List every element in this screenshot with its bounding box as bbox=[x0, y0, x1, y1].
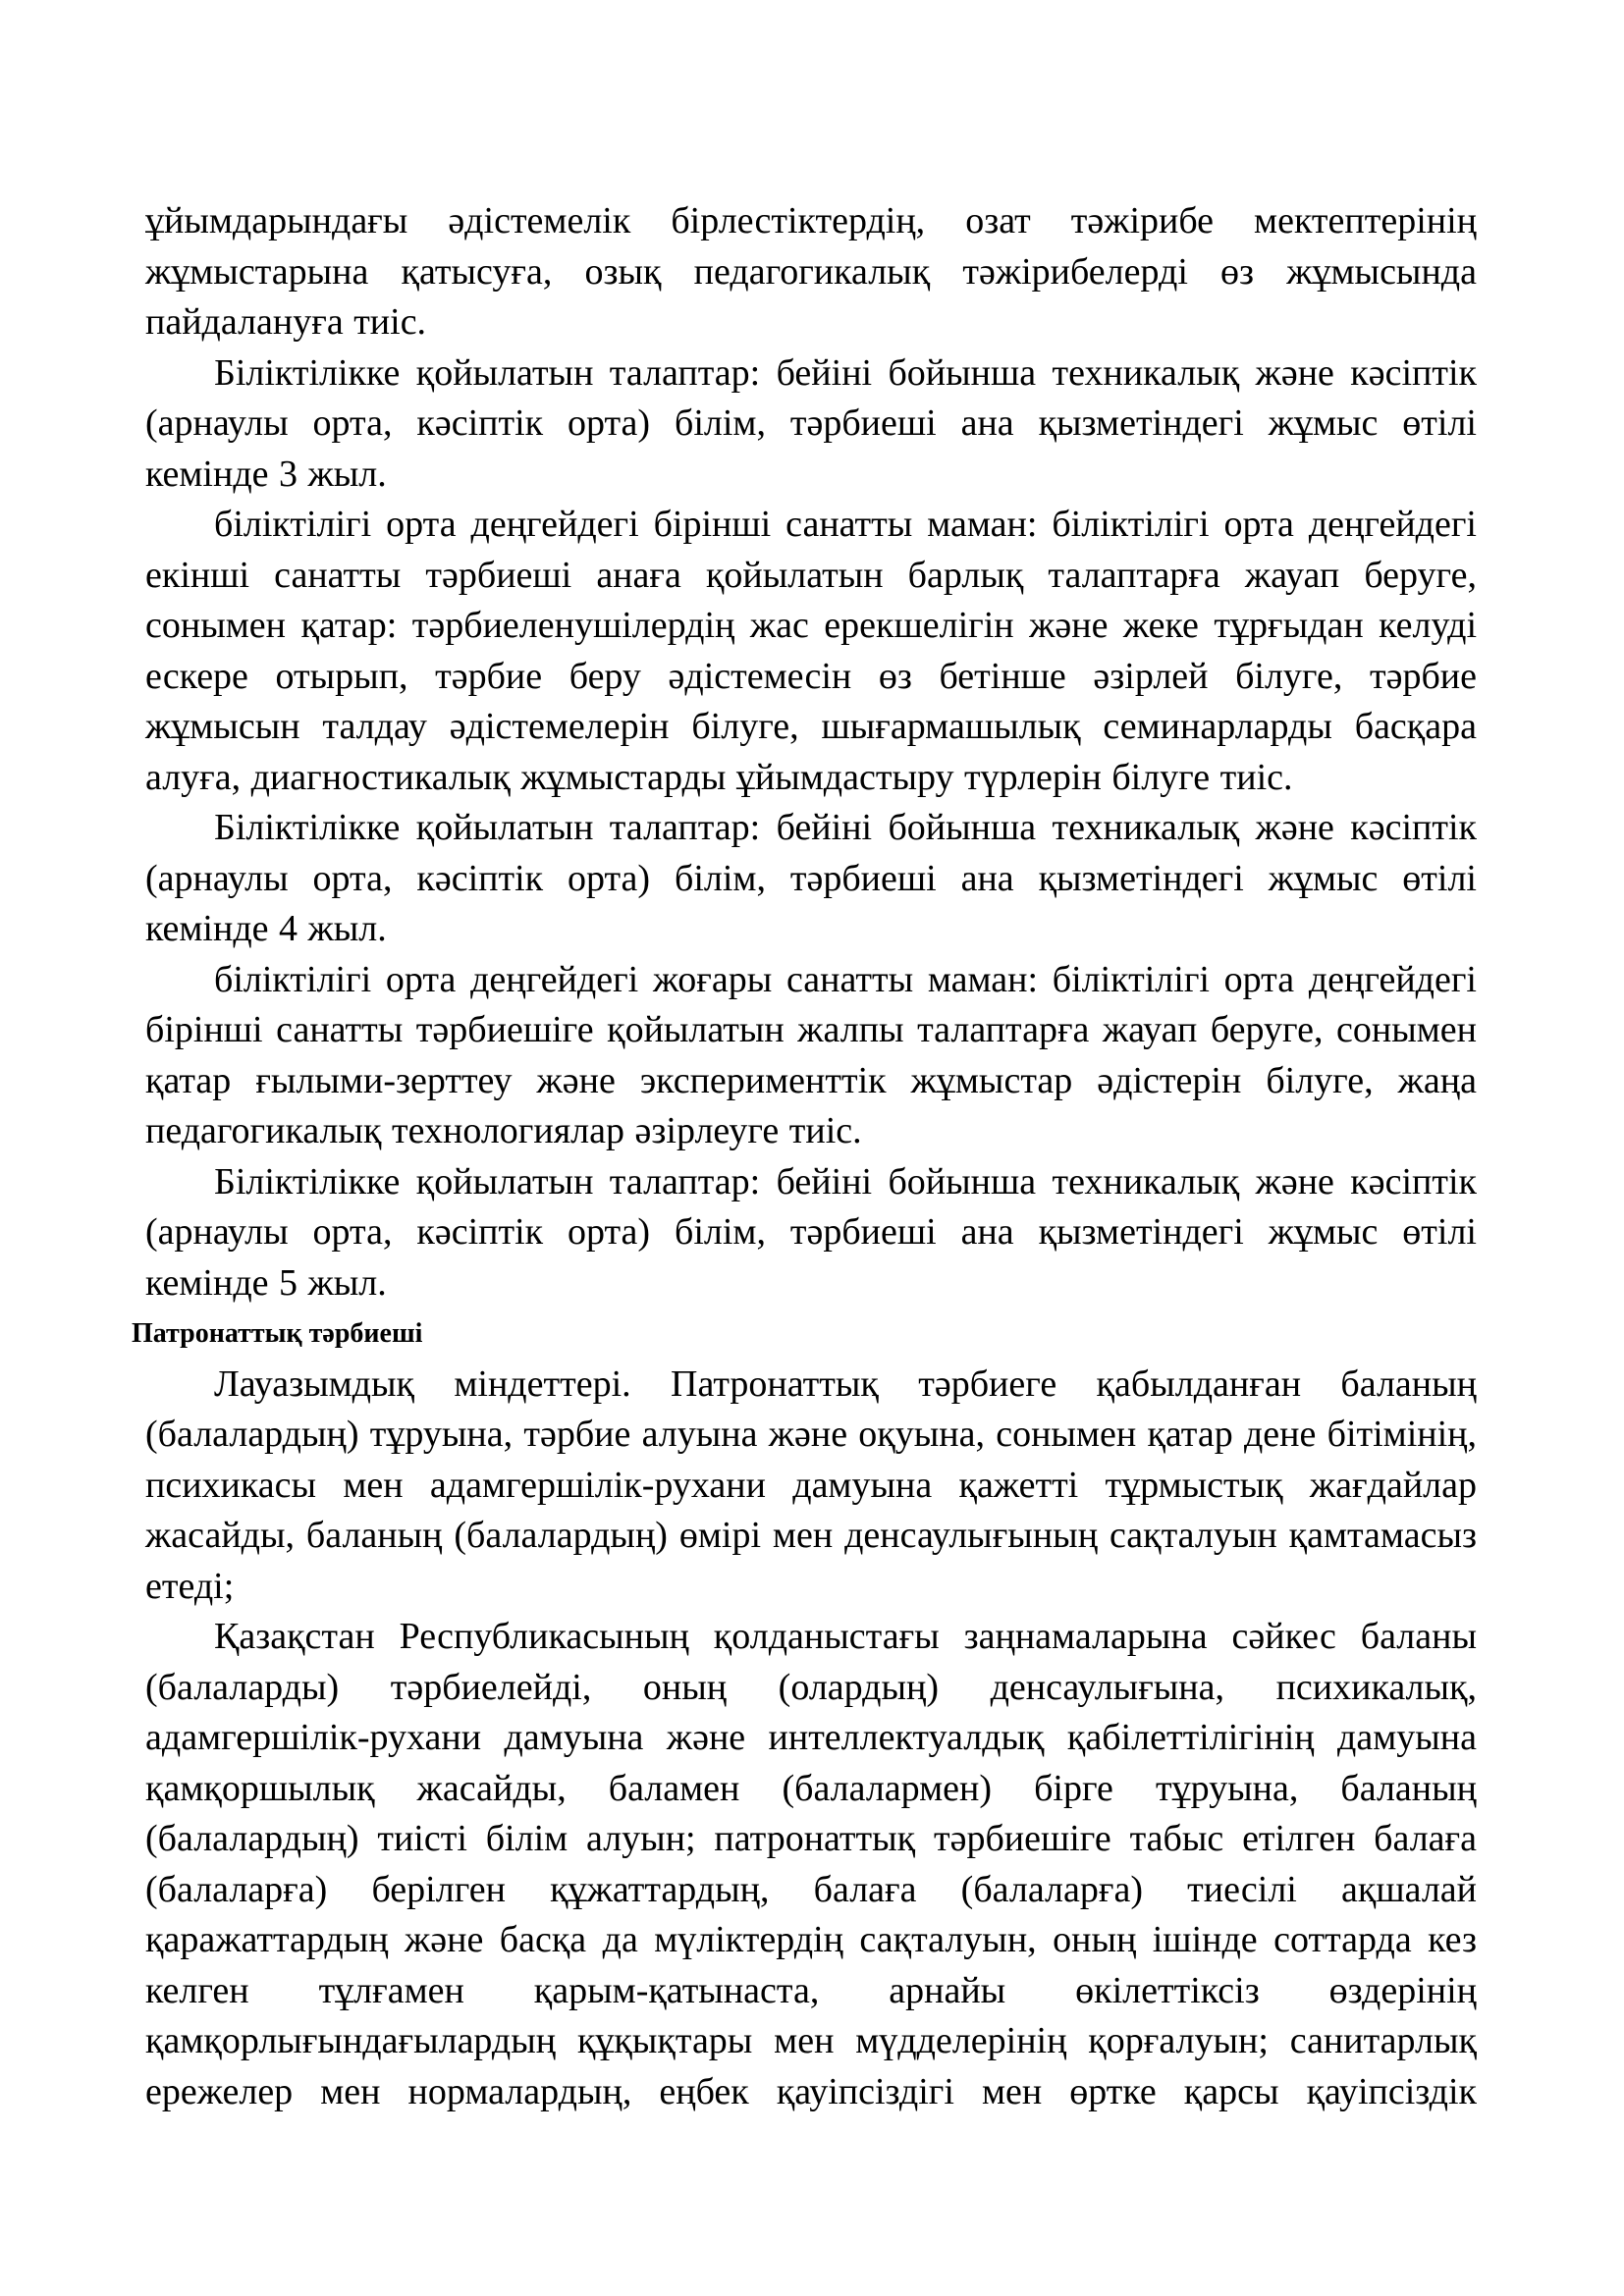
paragraph-first-category-specialist: біліктілігі орта деңгейдегі бірінші санатты маман: біліктілігі орта деңгейдегі екінші санатты тәрбиеші анаға қойылатын барлық талаптарға жауап беруге, сонымен қатар: тәрбиеленушілердің жас ерекшелігін және жеке тұрғыдан келуді ескере отырып, тәрбие беру әдістемесін өз бетінше әзірлей білуге, тәрбие жұмысын талдау әдістемелерін білуге, шығармашылық семинарларды басқара алуға, диагностикалық жұмыстарды ұйымдастыру түрлерін білуге тиіс. bbox=[145, 504, 1477, 798]
paragraph-highest-category-specialist: біліктілігі орта деңгейдегі жоғары санатты маман: біліктілігі орта деңгейдегі бірінші санатты тәрбиешіге қойылатын жалпы талаптарға жауап беруге, сонымен қатар ғылыми-зерттеу және эксперименттік жұмыстар әдістерін білуге, жаңа педагогикалық технологиялар әзірлеуге тиіс. bbox=[145, 958, 1477, 1151]
paragraph-continuation: ұйымдарындағы әдістемелік бірлестіктердің, озат тәжірибе мектептерінің жұмыстарына қатысуға, озық педагогикалық тәжірибелерді өз жұмысында пайдалануға тиіс. bbox=[145, 200, 1477, 343]
paragraph-legal-care-duties: Қазақстан Республикасының қолданыстағы заңнамаларына сәйкес баланы (балаларды) тәрбиелейді, оның (олардың) денсаулығына, психикалық, адамгершілік-рухани дамуына және интеллектуалдық қабілеттілігінің дамуына қамқоршылық жасайды, баламен (балалармен) бірге тұруына, баланың (балалардың) тиісті білім алуын; патронаттық тәрбиешіге табыс етілген балаға (балаларға) берілген құжаттардың, балаға (балаларға) тиесілі ақшалай қаражаттардың және басқа да мүліктердің сақталуын, оның ішінде соттарда кез келген тұлғамен қарым-қатынаста, арнайы өкілеттіксіз өздерінің қамқорлығындағылардың құқықтары мен мүдделерінің қорғалуын; санитарлық ережелер мен нормалардың, еңбек қауіпсіздігі мен өртке қарсы қауіпсіздік bbox=[145, 1616, 1477, 2112]
paragraph-requirements-5-years: Біліктілікке қойылатын талаптар: бейіні бойынша техникалық және кәсіптік (арнаулы орта, кәсіптік орта) білім, тәрбиеші ана қызметіндегі жұмыс өтілі кемінде 5 жыл. bbox=[145, 1160, 1477, 1304]
section-heading-patronage-teacher: Патронаттық тәрбиеші bbox=[132, 1318, 423, 1349]
paragraph-requirements-4-years: Біліктілікке қойылатын талаптар: бейіні бойынша техникалық және кәсіптік (арнаулы орта, кәсіптік орта) білім, тәрбиеші ана қызметіндегі жұмыс өтілі кемінде 4 жыл. bbox=[145, 807, 1477, 949]
paragraph-requirements-3-years: Біліктілікке қойылатын талаптар: бейіні бойынша техникалық және кәсіптік (арнаулы орта, кәсіптік орта) білім, тәрбиеші ана қызметіндегі жұмыс өтілі кемінде 3 жыл. bbox=[145, 351, 1477, 495]
paragraph-duties: Лауазымдық міндеттері. Патронаттық тәрбиеге қабылданған баланың (балалардың) тұруына, тәрбие алуына және оқуына, сонымен қатар дене бітімінің, психикасы мен адамгершілік-рухани дамуына қажетті тұрмыстық жағдайлар жасайды, баланың (балалардың) өмірі мен денсаулығының сақталуын қамтамасыз етеді; bbox=[145, 1362, 1477, 1607]
